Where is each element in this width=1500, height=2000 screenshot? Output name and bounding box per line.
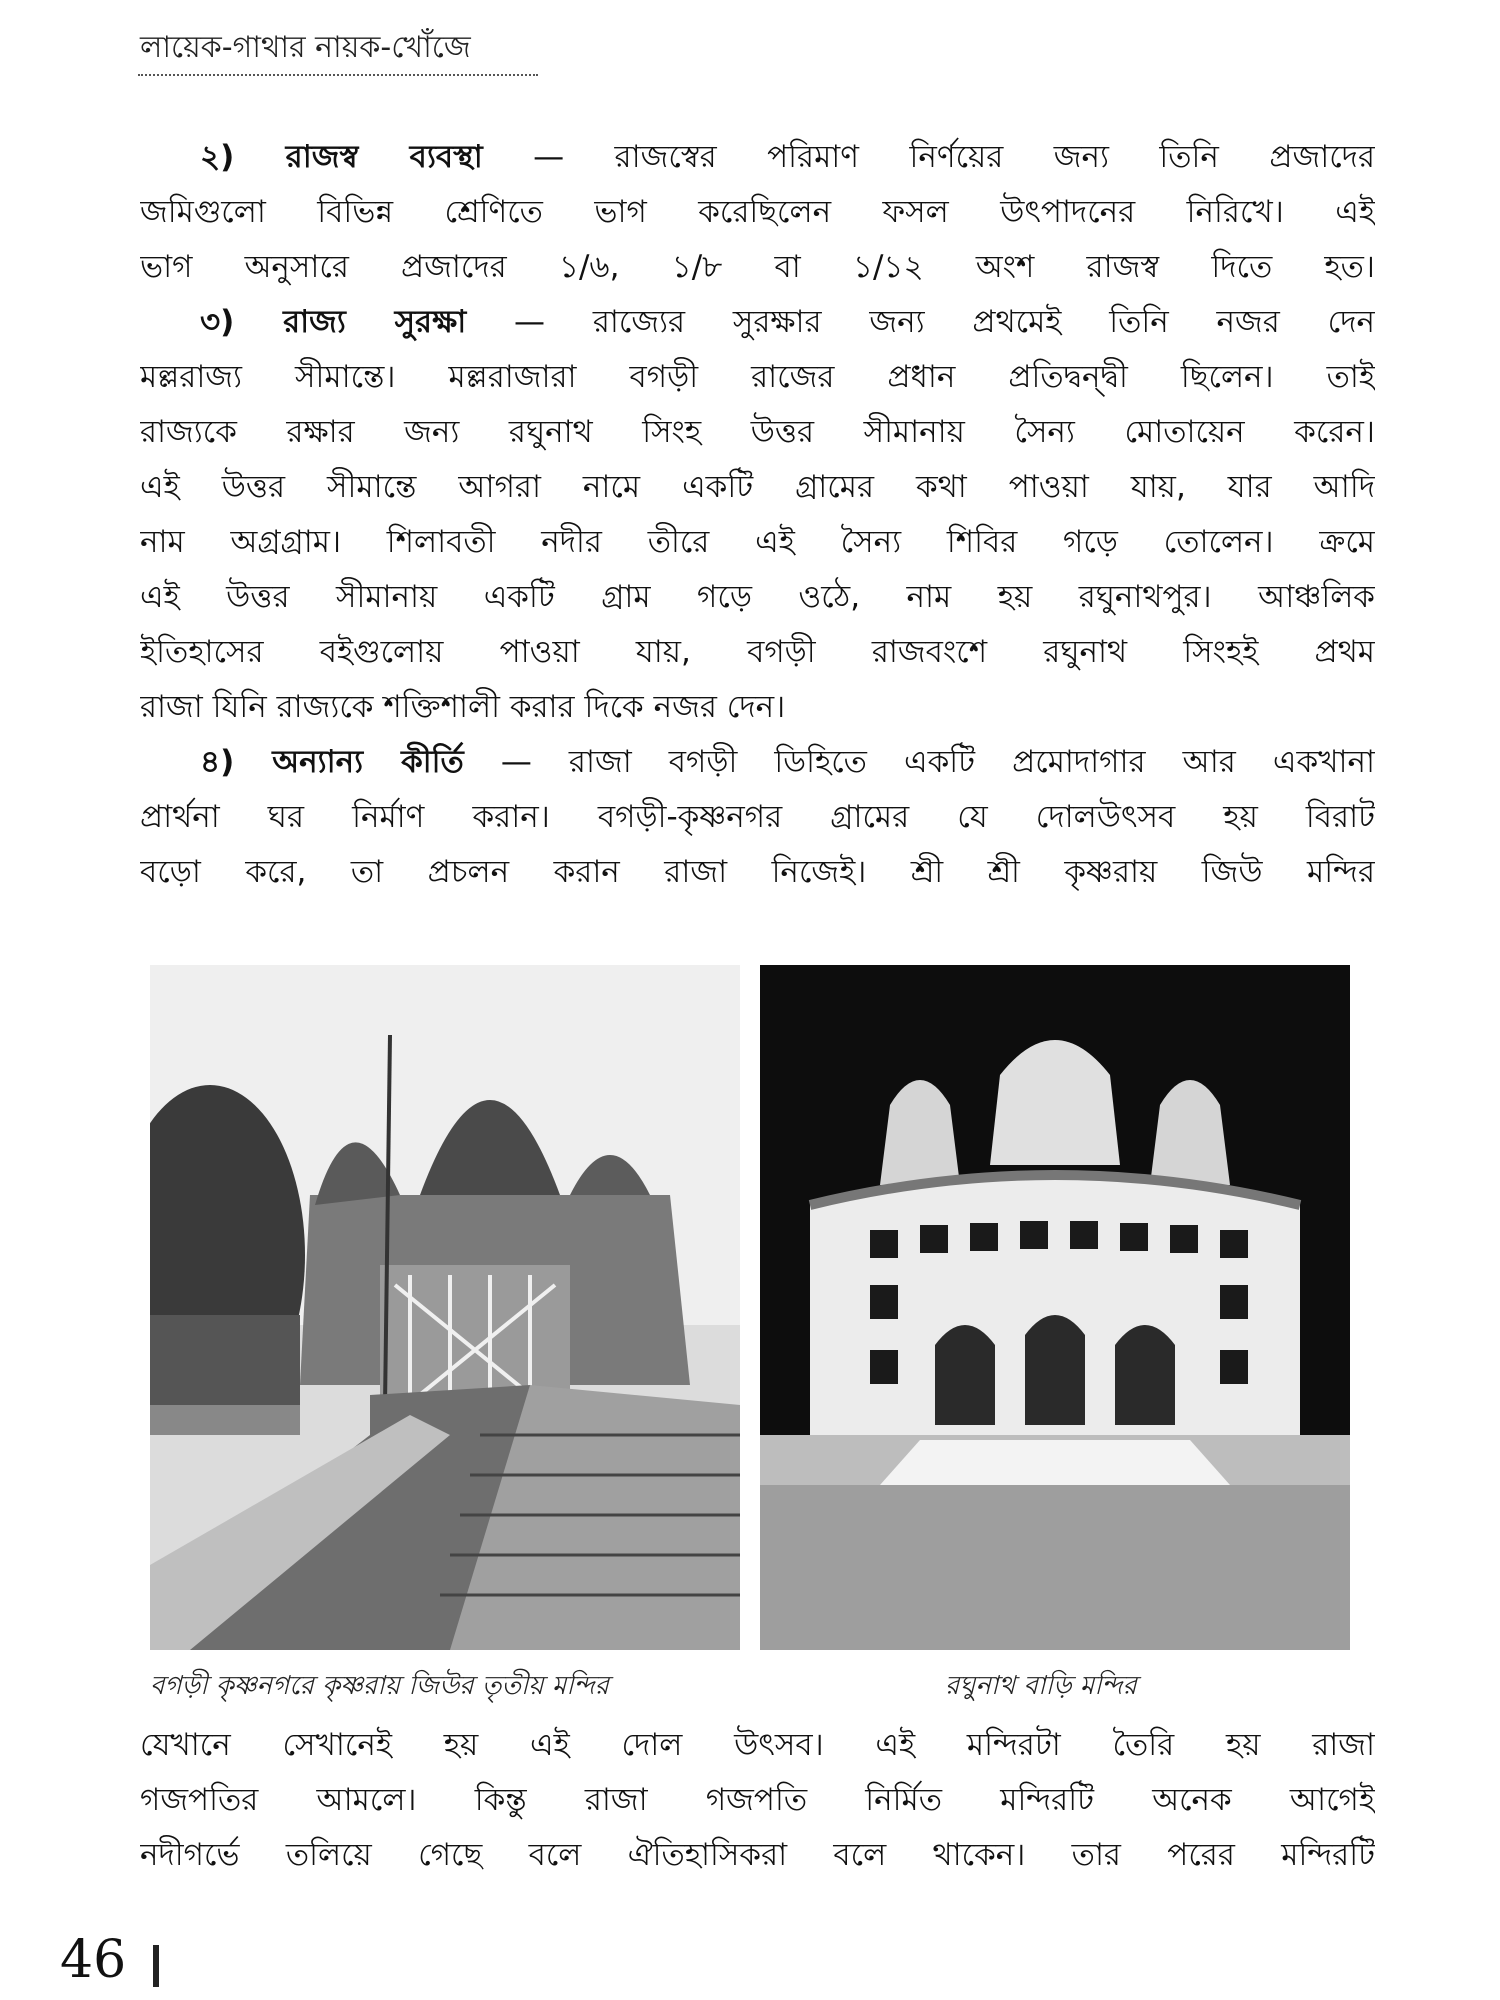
section-3-heading: ৩) রাজ্য সুরক্ষা (200, 304, 467, 340)
body-text-lower (140, 1718, 1375, 1883)
section-3-first-line (140, 295, 1375, 350)
paragraph-line: ইতিহাসের বইগুলোয় পাওয়া যায়, বগড়ী রাজবংশে রঘুনাথ সিংহই প্রথম (140, 634, 1375, 670)
paragraph-line: ভাগ অনুসারে প্রজাদের ১/৬, ১/৮ বা ১/১২ অংশ রাজস্ব দিতে হত। (140, 249, 1375, 285)
header-divider (138, 74, 538, 76)
paragraph-line: এই উত্তর সীমানায় একটি গ্রাম গড়ে ওঠে, নাম হয় রঘুনাথপুর। আঞ্চলিক (140, 579, 1375, 615)
section-3-intro: — রাজ্যের সুরক্ষার জন্য প্রথমেই তিনি নজর দেন (466, 304, 1375, 340)
section-2-intro: — রাজস্বের পরিমাণ নির্ণয়ের জন্য তিনি প্রজাদের (482, 139, 1375, 175)
section-4-intro: — রাজা বগড়ী ডিহিতে একটি প্রমোদাগার আর একখানা (463, 744, 1375, 780)
paragraph-line: নাম অগ্রগ্রাম। শিলাবতী নদীর তীরে এই সৈন্য শিবির গড়ে তোলেন। ক্রমে (140, 524, 1375, 560)
section-2-heading: ২) রাজস্ব ব্যবস্থা (200, 139, 483, 175)
page-number-bar (153, 1945, 159, 1987)
paragraph-line: রাজ্যকে রক্ষার জন্য রঘুনাথ সিংহ উত্তর সীমানায় সৈন্য মোতায়েন করেন। (140, 414, 1375, 450)
paragraph-line: বড়ো করে, তা প্রচলন করান রাজা নিজেই। শ্রী শ্রী কৃষ্ণরায় জিউ মন্দির (140, 854, 1375, 890)
page-number: 46 (60, 1930, 127, 1990)
section-2-first-line (140, 130, 1375, 185)
paragraph-line: রাজা যিনি রাজ্যকে শক্তিশালী করার দিকে নজর দেন। (140, 689, 786, 725)
krishnaray-temple-photo (150, 965, 740, 1650)
paragraph-line: গজপতির আমলে। কিন্তু রাজা গজপতি নির্মিত মন্দিরটি অনেক আগেই (140, 1782, 1375, 1818)
right-photo-caption: রঘুনাথ বাড়ি মন্দির (945, 1671, 1137, 1701)
left-photo-caption: বগড়ী কৃষ্ণনগরে কৃষ্ণরায় জিউর তৃতীয় মন্দির (150, 1671, 609, 1701)
running-header: লায়েক-গাথার নায়ক-খোঁজে (140, 30, 471, 65)
paragraph-line: এই উত্তর সীমান্তে আগরা নামে একটি গ্রামের কথা পাওয়া যায়, যার আদি (140, 469, 1375, 505)
section-4-heading: ৪) অন্যান্য কীর্তি (200, 744, 464, 780)
raghunath-bari-temple-photo (760, 965, 1350, 1650)
paragraph-line: যেখানে সেখানেই হয় এই দোল উৎসব। এই মন্দিরটা তৈরি হয় রাজা (140, 1727, 1375, 1763)
paragraph-line: মল্লরাজ্য সীমান্তে। মল্লরাজারা বগড়ী রাজের প্রধান প্রতিদ্বন্দ্বী ছিলেন। তাই (140, 359, 1375, 395)
body-text-upper (140, 130, 1375, 900)
section-4-first-line (140, 735, 1375, 790)
paragraph-line: নদীগর্ভে তলিয়ে গেছে বলে ঐতিহাসিকরা বলে থাকেন। তার পরের মন্দিরটি (140, 1837, 1375, 1873)
paragraph-line: জমিগুলো বিভিন্ন শ্রেণিতে ভাগ করেছিলেন ফসল উৎপাদনের নিরিখে। এই (140, 194, 1375, 230)
paragraph-line: প্রার্থনা ঘর নির্মাণ করান। বগড়ী-কৃষ্ণনগর গ্রামের যে দোলউৎসব হয় বিরাট (140, 799, 1375, 835)
